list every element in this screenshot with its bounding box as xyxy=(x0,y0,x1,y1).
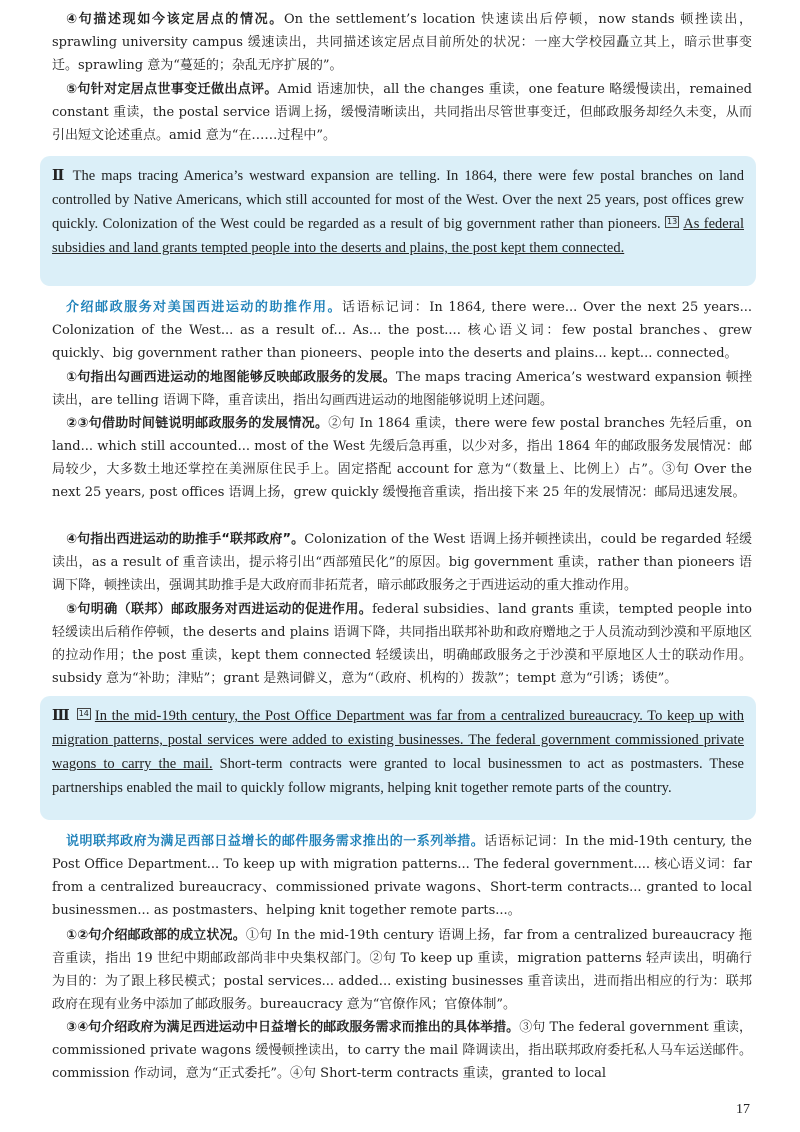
paragraph-lead: 介绍邮政服务对美国西进运动的助推作用。 xyxy=(66,300,343,315)
roman-numeral: Ⅱ xyxy=(52,168,67,184)
paragraph-ii-4 xyxy=(52,528,752,597)
paragraph-body: 话语标记词：In the mid-19th century, the Post Office Department... To keep up with migration patterns... The federal government.... 核心语义词：far from a centralized bureaucracy、commissioned private wagons、Short-term contracts... granted to local businessmen... as postmasters、helping knit together remote parts...。 xyxy=(52,834,752,918)
paragraph-ii-1 xyxy=(52,366,752,412)
question-marker: 14 xyxy=(78,709,89,718)
passage-body: The maps tracing America’s westward expansion are telling. In 1864, there were few postal branches on land controlled by Native Americans, which still accounted for most of the West. Over the next 25 years, post offices grew quickly. Colonization of the West could be regarded as a result of big government rather than pioneers. xyxy=(52,168,744,232)
paragraph-intro-ii xyxy=(52,296,752,365)
paragraph-ii-5 xyxy=(52,598,752,690)
passage-box-iii xyxy=(40,696,756,820)
paragraph-body: On the settlement’s location 快速读出后停顿，now stands 顿挫读出，sprawling university campus 缓速读出，共同描述该定居点目前所处的状况：一座大学校园矗立其上，暗示世事变迁。sprawling 意为“蔓延的；杂乱无序扩展的”。 xyxy=(52,12,752,73)
paragraph-ii-2-3 xyxy=(52,412,752,504)
paragraph-body: 话语标记词：In 1864, there were... Over the next 25 years... Colonization of the West... as a result of... As... the post.... 核心语义词：few postal branches、grew quickly、big government rather than pioneers、people into the deserts and plains... kept... connected。 xyxy=(52,300,752,361)
paragraph-lead: ⑤句针对定居点世事变迁做出点评。 xyxy=(66,82,278,97)
paragraph-lead: ⑤句明确（联邦）邮政服务对西进运动的促进作用。 xyxy=(66,602,373,617)
paragraph-lead: ①②句介绍邮政部的成立状况。 xyxy=(66,928,246,943)
paragraph-body: The maps tracing America’s westward expansion 顿挫读出，are telling 语调下降，重音读出，指出勾画西进运动的地图能够说明上述问题。 xyxy=(52,370,753,408)
question-marker: 13 xyxy=(667,217,678,226)
passage-box-ii xyxy=(40,156,756,286)
paragraph-top-5 xyxy=(52,78,752,147)
passage-text-ii xyxy=(52,164,744,260)
paragraph-top-4 xyxy=(52,8,752,77)
paragraph-body: Colonization of the West 语调上扬并顿挫读出，could be regarded 轻缓读出，as a result of 重音读出，提示将引出“西部殖民化”的原因。big government 重读，rather than pioneers 语调下降，顿挫读出，强调其助推手是大政府而非拓荒者，暗示邮政服务之于西进运动的重大推动作用。 xyxy=(52,532,752,593)
paragraph-body: ③句 The federal government 重读，commissioned private wagons 缓慢顿挫读出，to carry the mail 降调读出，指出联邦政府委托私人马车运送邮件。commission 作动词，意为“正式委托”。④句 Short-term contracts 重读，granted to local xyxy=(52,1020,752,1081)
passage-body: Short-term contracts were granted to local businessmen to act as postmasters. These partnerships enabled the mail to quickly follow migrants, helping knit together remote parts of the country. xyxy=(52,756,744,796)
page-number: 17 xyxy=(736,1102,750,1117)
paragraph-lead: ②③句借助时间链说明邮政服务的发展情况。 xyxy=(66,416,329,431)
underlined-sentence: In the mid-19th century, the Post Office Department was far from a centralized bureaucracy. To keep up with migration patterns, postal services were added to existing businesses. The federal government commissioned private wagons to carry the mail. xyxy=(52,708,744,772)
paragraph-iii-3-4 xyxy=(52,1016,752,1085)
paragraph-lead: ④句描述现如今该定居点的情况。 xyxy=(66,12,284,27)
paragraph-lead: ③④句介绍政府为满足西进运动中日益增长的邮政服务需求而推出的具体举措。 xyxy=(66,1020,520,1035)
roman-numeral: Ⅲ xyxy=(52,708,71,724)
paragraph-lead: 说明联邦政府为满足西部日益增长的邮件服务需求推出的一系列举措。 xyxy=(66,834,485,849)
paragraph-body: ①句 In the mid-19th century 语调上扬，far from a centralized bureaucracy 拖音重读，指出 19 世纪中期邮政部尚非中央集权部门。②句 To keep up 重读，migration patterns 轻声读出，明确行为目的：为了跟上移民模式；postal services... added... existing businesses 重音读出，进而指出相应的行为：联邦政府在现有业务中添加了邮政服务。bureaucracy 意为“官僚作风；官僚体制”。 xyxy=(52,928,753,1012)
paragraph-body: Amid 语速加快，all the changes 重读，one feature 略缓慢读出，remained constant 重读，the postal service 语调上扬，缓慢清晰读出，共同指出尽管世事变迁，但邮政服务却经久未变，从而引出短文论述重点。amid 意为“在……过程中”。 xyxy=(52,82,752,143)
passage-text-iii xyxy=(52,704,744,800)
underlined-sentence: As federal subsidies and land grants tempted people into the deserts and plains, the post kept them connected. xyxy=(52,216,745,256)
paragraph-lead: ①句指出勾画西进运动的地图能够反映邮政服务的发展。 xyxy=(66,370,396,385)
paragraph-intro-iii xyxy=(52,830,752,922)
paragraph-body: federal subsidies、land grants 重读，tempted people into 轻缓读出后稍作停顿，the deserts and plains 语调下降，共同指出联邦补助和政府赠地之于人员流动到沙漠和平原地区的拉动作用；the post 重读，kept them connected 轻缓读出，明确邮政服务之于沙漠和平原地区人士的联动作用。subsidy 意为“补助；津贴”；grant 是熟词僻义，意为“（政府、机构的）拨款”；tempt 意为“引诱；诱使”。 xyxy=(52,602,752,686)
paragraph-body: ②句 In 1864 重读，there were few postal branches 先轻后重，on land... which still accounted... most of the West 先缓后急再重，以少对多，指出 1864 年的邮政服务发展情况：邮局较少，大多数土地还掌控在美洲原住民手上。固定搭配 account for 意为“（数量上、比例上）占”。③句 Over the next 25 years, post offices 语调上扬，grew quickly 缓慢拖音重读，指出接下来 25 年的发展情况：邮局迅速发展。 xyxy=(52,416,752,500)
paragraph-iii-1-2 xyxy=(52,924,752,1016)
paragraph-lead: ④句指出西进运动的助推手“联邦政府”。 xyxy=(66,532,305,547)
